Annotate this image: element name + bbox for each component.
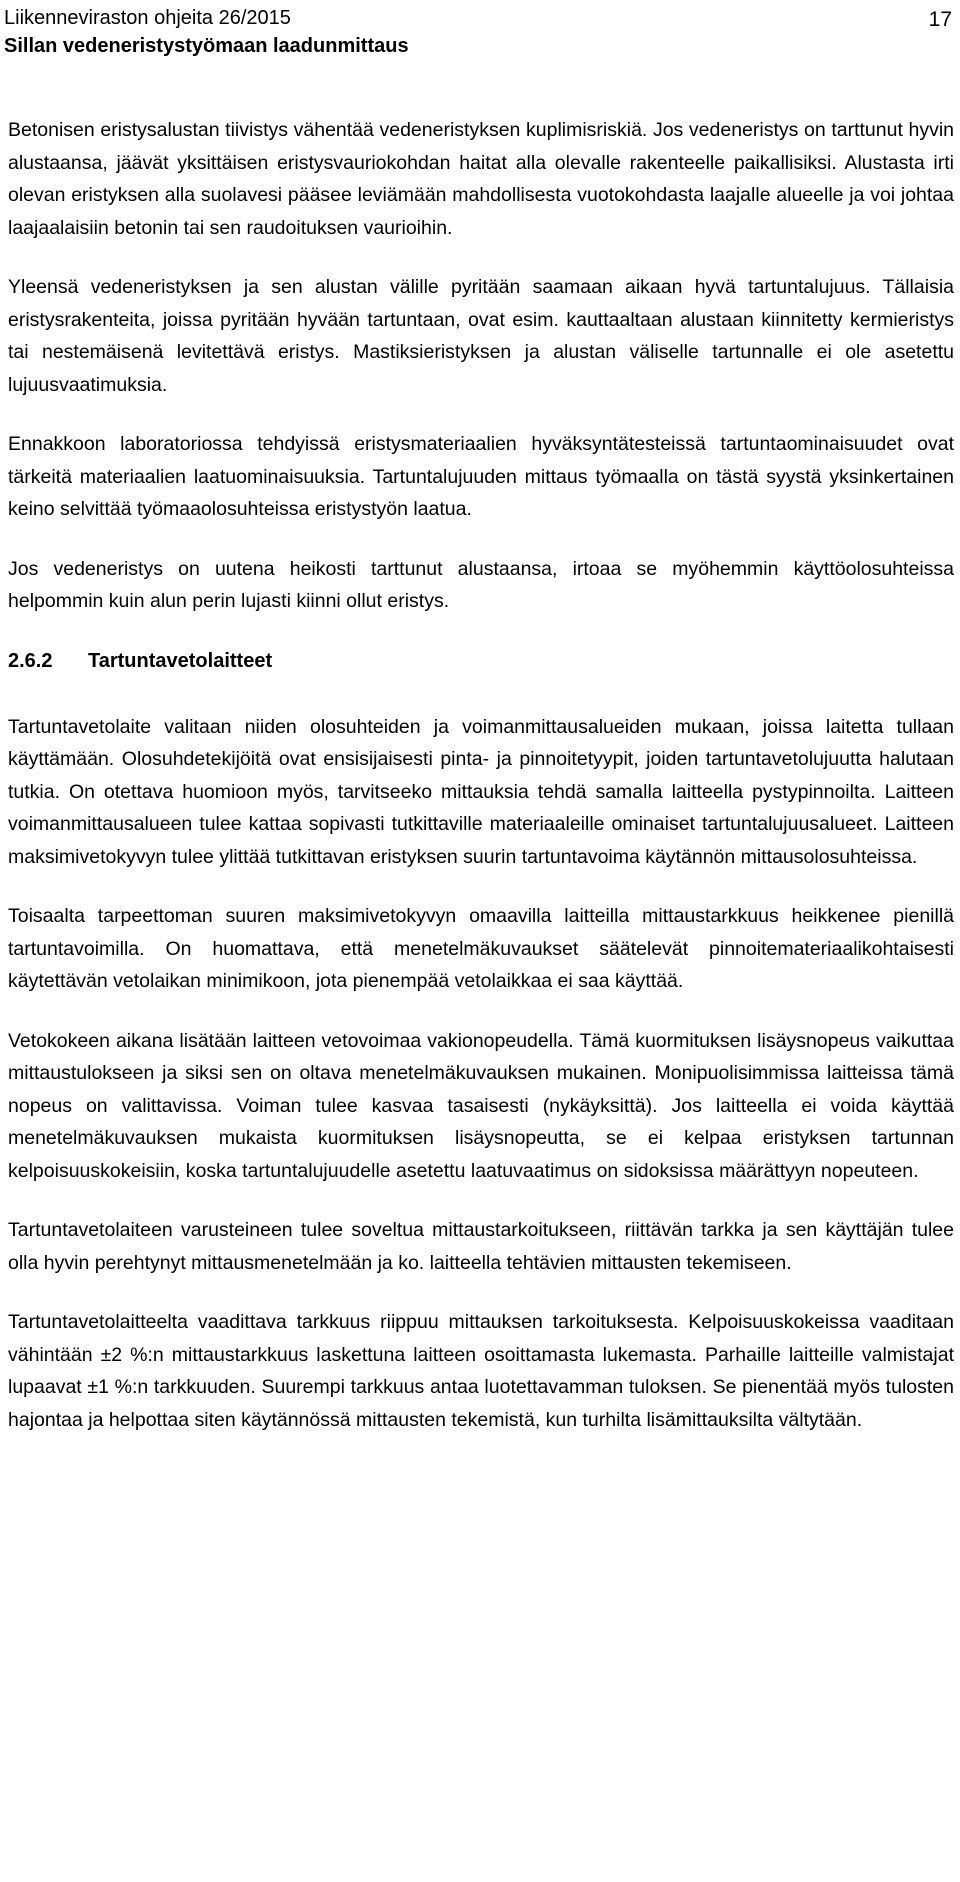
paragraph-weak-adhesion: Jos vedeneristys on uutena heikosti tarttunut alustaansa, irtoaa se myöhemmin käyttöolosuhteissa helpommin kuin alun perin lujasti kiinni ollut eristys.	[8, 557, 954, 612]
paragraph-insulation-compaction: Betonisen eristysalustan tiivistys vähentää vedeneristyksen kuplimisriskiä. Jos vedeneristys on tarttunut hyvin alustaansa, jäävät yksittäisen eristysvauriokohdan haitat alla olevalle rakenteelle paikallisiksi. Alustasta irti olevan eristyksen alla suolavesi pääsee leviämään mahdollisesta vuotokohdasta laajalle alueelle ja voi johtaa laajaalaisiin betonin tai sen raudoituksen vaurioihin.	[8, 119, 954, 239]
page-header	[0, 0, 960, 70]
publication-name: Liikenneviraston ohjeita 26/2015	[4, 7, 291, 29]
page-number: 17	[928, 8, 952, 31]
document-title: Sillan vedeneristystyömaan laadunmittaus	[4, 35, 409, 57]
body-text	[8, 114, 954, 1463]
section-title: Tartuntavetolaitteet	[88, 649, 273, 672]
paragraph-device-equipment: Tartuntavetolaiteen varusteineen tulee soveltua mittaustarkoitukseen, riittävän tarkka ja sen käyttäjän tulee olla hyvin perehtynyt mittausmenetelmään ja ko. laitteella tehtävien mittausten tekemiseen.	[8, 1219, 954, 1274]
section-heading	[8, 645, 954, 677]
paragraph-adhesion-strength: Yleensä vedeneristyksen ja sen alustan välille pyritään saamaan aikaan hyvä tartuntalujuus. Tällaisia eristysrakenteita, joissa pyritään hyvään tartuntaan, ovat esim. kauttaaltaan alustaan kiinnitetty kermieristys tai nestemäisenä levitettävä eristys. Mastiksieristyksen ja alustan väliselle tartunnalle ei ole asetettu lujuusvaatimuksia.	[8, 276, 954, 396]
paragraph-required-precision: Tartuntavetolaitteelta vaadittava tarkkuus riippuu mittauksen tarkoituksesta. Kelpoisuuskokeissa vaaditaan vähintään ±2 %:n mittaustarkkuus laskettuna laitteen osoittamasta lukemasta. Parhaille laitteille valmistajat lupaavat ±1 %:n tarkkuuden. Suurempi tarkkuus antaa luotettavamman tuloksen. Se pienentää myös tulosten hajontaa ja helpottaa siten käytännössä mittausten tekemistä, kun turhilta lisämittauksilta vältytään.	[8, 1311, 954, 1431]
paragraph-measurement-accuracy: Toisaalta tarpeettoman suuren maksimivetokyvyn omaavilla laitteilla mittaustarkkuus heikkenee pienillä tartuntavoimilla. On huomattava, että menetelmäkuvaukset säätelevät pinnoitemateriaalikohtaisesti käytettävän vetolaikan minimikoon, jota pienempää vetolaikkaa ei saa käyttää.	[8, 905, 954, 992]
paragraph-loading-rate: Vetokokeen aikana lisätään laitteen vetovoimaa vakionopeudella. Tämä kuormituksen lisäysnopeus vaikuttaa mittaustulokseen ja siksi sen on oltava menetelmäkuvauksen mukainen. Monipuolisimmissa laitteissa tämä nopeus on valittavissa. Voiman tulee kasvaa tasaisesti (nykäyksittä). Jos laitteella ei voida käyttää menetelmäkuvauksen mukaista kuormituksen lisäysnopeutta, se ei kelpaa eristyksen tartunnan kelpoisuuskokeisiin, koska tartuntalujuudelle asetettu laatuvaatimus on sidoksissa määrättyyn nopeuteen.	[8, 1029, 954, 1182]
paragraph-laboratory-tests: Ennakkoon laboratoriossa tehdyissä eristysmateriaalien hyväksyntätesteissä tartuntaominaisuudet ovat tärkeitä materiaalien laatuominaisuuksia. Tartuntalujuuden mittaus työmaalla on tästä syystä yksinkertainen keino selvittää työmaaolosuhteissa eristystyön laatua.	[8, 433, 954, 520]
section-number: 2.6.2	[8, 649, 53, 672]
paragraph-device-selection: Tartuntavetolaite valitaan niiden olosuhteiden ja voimanmittausalueiden mukaan, joissa laitetta tullaan käyttämään. Olosuhdetekijöitä ovat ensisijaisesti pinta- ja pinnoitetyypit, joiden tartuntavetolujuutta halutaan tutkia. On otettava huomioon myös, tarvitseeko mittauksia tehdä samalla laitteella pystypinnoilta. Laitteen voimanmittausalueen tulee kattaa sopivasti tutkittaville materiaaleille ominaiset tartuntalujuusalueet. Laitteen maksimivetokyvyn tulee ylittää tutkittavan eristyksen suurin tartuntavoima käytännön mittausolosuhteissa.	[8, 715, 954, 868]
